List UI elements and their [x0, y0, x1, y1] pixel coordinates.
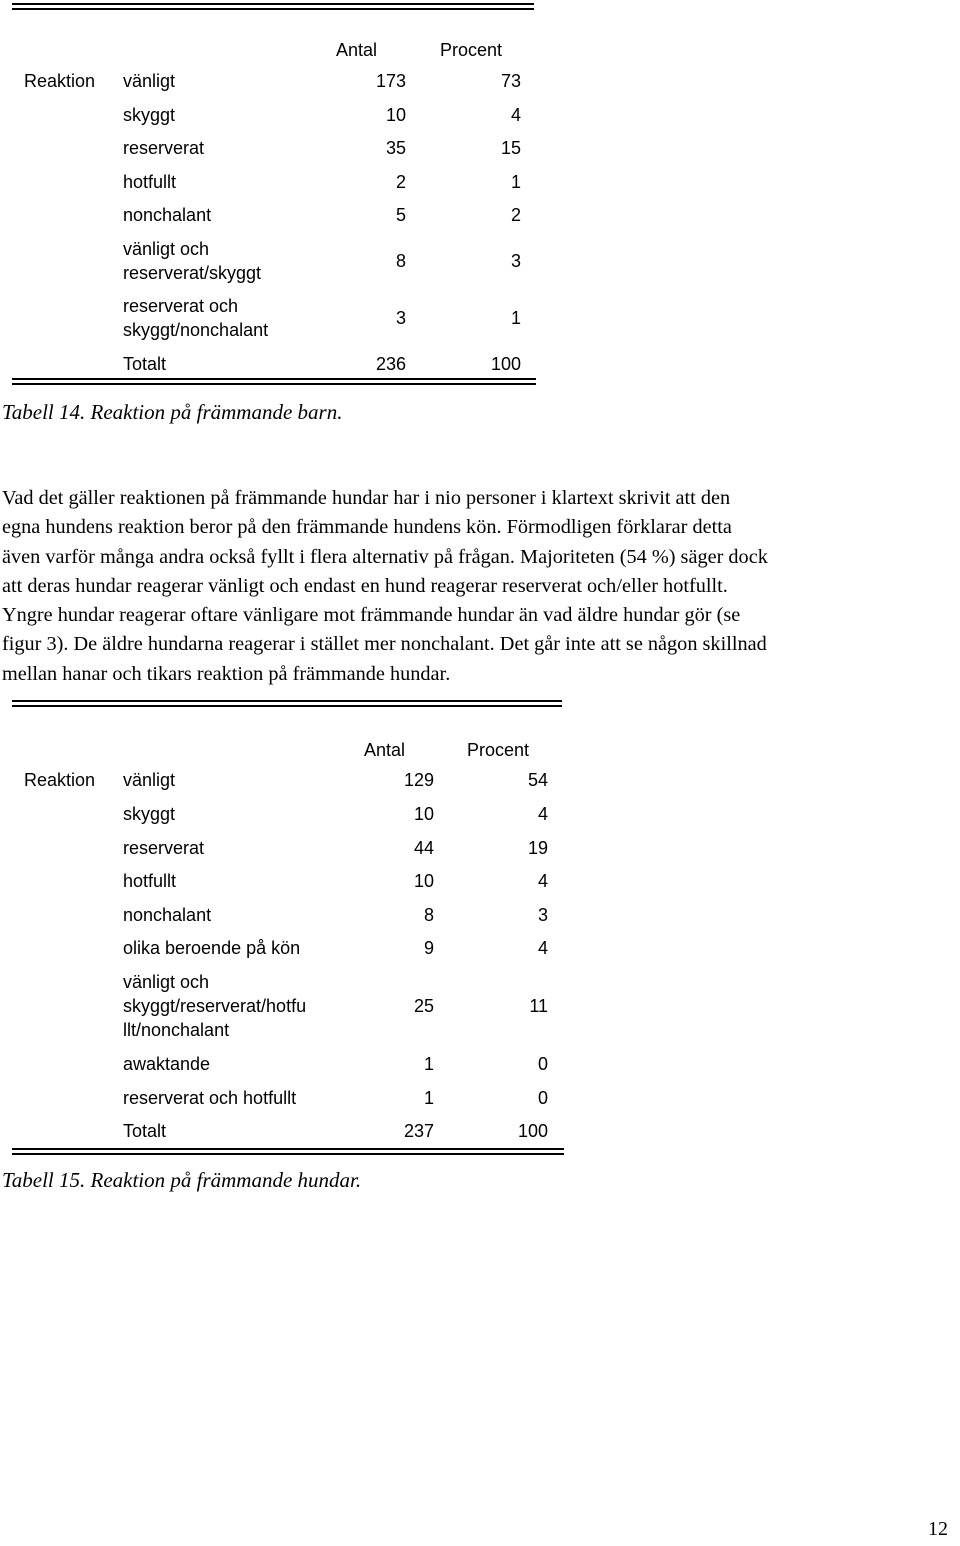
table-cell-procent: 4	[537, 938, 548, 958]
table-cell-procent: 3	[510, 251, 521, 271]
table-row-label: awaktande	[123, 1054, 211, 1074]
table-row-label: reserverat och hotfullt	[123, 1088, 297, 1108]
table14-caption: Tabell 14. Reaktion på främmande barn.	[2, 400, 343, 424]
table-cell-procent: 4	[537, 804, 548, 824]
table14-header-procent: Procent	[440, 40, 503, 60]
table-row-label: nonchalant	[123, 905, 212, 925]
page-number: 12	[928, 1518, 948, 1540]
table-cell-antal: 5	[395, 205, 406, 225]
table-cell-antal: 10	[385, 105, 406, 125]
paragraph-line: även varför många andra också fyllt i flera alternativ på frågan. Majoriteten (54 %) säger dock	[2, 545, 768, 568]
paragraph-line: egna hundens reaktion beror på den främmande hundens kön. Förmodligen förklarar detta	[2, 516, 732, 539]
table-row-label: vänligt och	[123, 239, 210, 259]
table14-total-procent: 100	[490, 354, 521, 374]
table-cell-procent: 0	[537, 1054, 548, 1074]
table14-header-antal: Antal	[336, 40, 378, 60]
table-cell-antal: 44	[413, 838, 434, 858]
table-cell-procent: 4	[510, 105, 521, 125]
table-cell-procent: 54	[527, 770, 548, 790]
table-cell-antal: 1	[423, 1054, 434, 1074]
paragraph-line: mellan hanar och tikars reaktion på främmande hundar.	[2, 662, 451, 685]
table15-caption: Tabell 15. Reaktion på främmande hundar.	[2, 1168, 362, 1192]
paragraph-line: Yngre hundar reagerar oftare vänligare mot främmande hundar än vad äldre hundar gör (se	[2, 604, 741, 627]
table14-row-group-label: Reaktion	[24, 71, 96, 91]
table-row-label-cont: skyggt/nonchalant	[123, 320, 269, 340]
table-cell-antal: 1	[423, 1088, 434, 1108]
table-cell-antal: 9	[423, 938, 434, 958]
table-cell-antal: 173	[375, 71, 406, 91]
paragraph-line: att deras hundar reagerar vänligt och endast en hund reagerar reserverat och/eller hotfullt.	[2, 574, 728, 597]
table15-total-procent: 100	[517, 1121, 548, 1141]
table15-header-procent: Procent	[467, 740, 530, 760]
table-row-label-cont: reserverat/skyggt	[123, 263, 262, 283]
table-cell-antal: 35	[385, 138, 406, 158]
table15-total-label: Totalt	[123, 1121, 167, 1141]
body-paragraph	[2, 484, 957, 689]
table-cell-antal: 2	[395, 172, 406, 192]
table-row-label: hotfullt	[123, 172, 177, 192]
table-row-label: skyggt	[123, 804, 176, 824]
table-row-label-cont: skyggt/reserverat/hotfu	[123, 996, 307, 1016]
table-row-label: vänligt och	[123, 972, 210, 992]
table15-header-antal: Antal	[364, 740, 406, 760]
table-cell-procent: 4	[537, 871, 548, 891]
table-row-label: vänligt	[123, 71, 176, 91]
table-cell-procent: 73	[500, 71, 521, 91]
table-cell-antal: 8	[423, 905, 434, 925]
table-row-label: nonchalant	[123, 205, 212, 225]
table-cell-procent: 3	[537, 905, 548, 925]
table-row-label: hotfullt	[123, 871, 177, 891]
table-cell-procent: 15	[500, 138, 521, 158]
table14-total-label: Totalt	[123, 354, 167, 374]
table-cell-antal: 8	[395, 251, 406, 271]
table15-total-antal: 237	[403, 1121, 434, 1141]
table-row-label: skyggt	[123, 105, 176, 125]
table-cell-antal: 129	[403, 770, 434, 790]
table14-total-antal: 236	[375, 354, 406, 374]
table-cell-antal: 10	[413, 804, 434, 824]
table-cell-procent: 2	[510, 205, 521, 225]
paragraph-line: figur 3). De äldre hundarna reagerar i stället mer nonchalant. Det går inte att se någon skillnad	[2, 633, 767, 656]
table-cell-antal: 3	[395, 308, 406, 328]
table-row-label: vänligt	[123, 770, 176, 790]
table-cell-procent: 1	[510, 308, 521, 328]
table-row-label-cont: llt/nonchalant	[123, 1020, 230, 1040]
table-row-label: reserverat	[123, 138, 205, 158]
table15-row-group-label: Reaktion	[24, 770, 96, 790]
table-row-label: reserverat	[123, 838, 205, 858]
table-row-label: olika beroende på kön	[123, 938, 301, 958]
table-cell-procent: 19	[527, 838, 548, 858]
table-row-label: reserverat och	[123, 296, 239, 316]
table-cell-procent: 0	[537, 1088, 548, 1108]
table-cell-antal: 10	[413, 871, 434, 891]
paragraph-line: Vad det gäller reaktionen på främmande hundar har i nio personer i klartext skrivit att den	[2, 487, 731, 509]
table-cell-antal: 25	[413, 996, 434, 1016]
table-cell-procent: 11	[529, 996, 548, 1016]
table-cell-procent: 1	[510, 172, 521, 192]
